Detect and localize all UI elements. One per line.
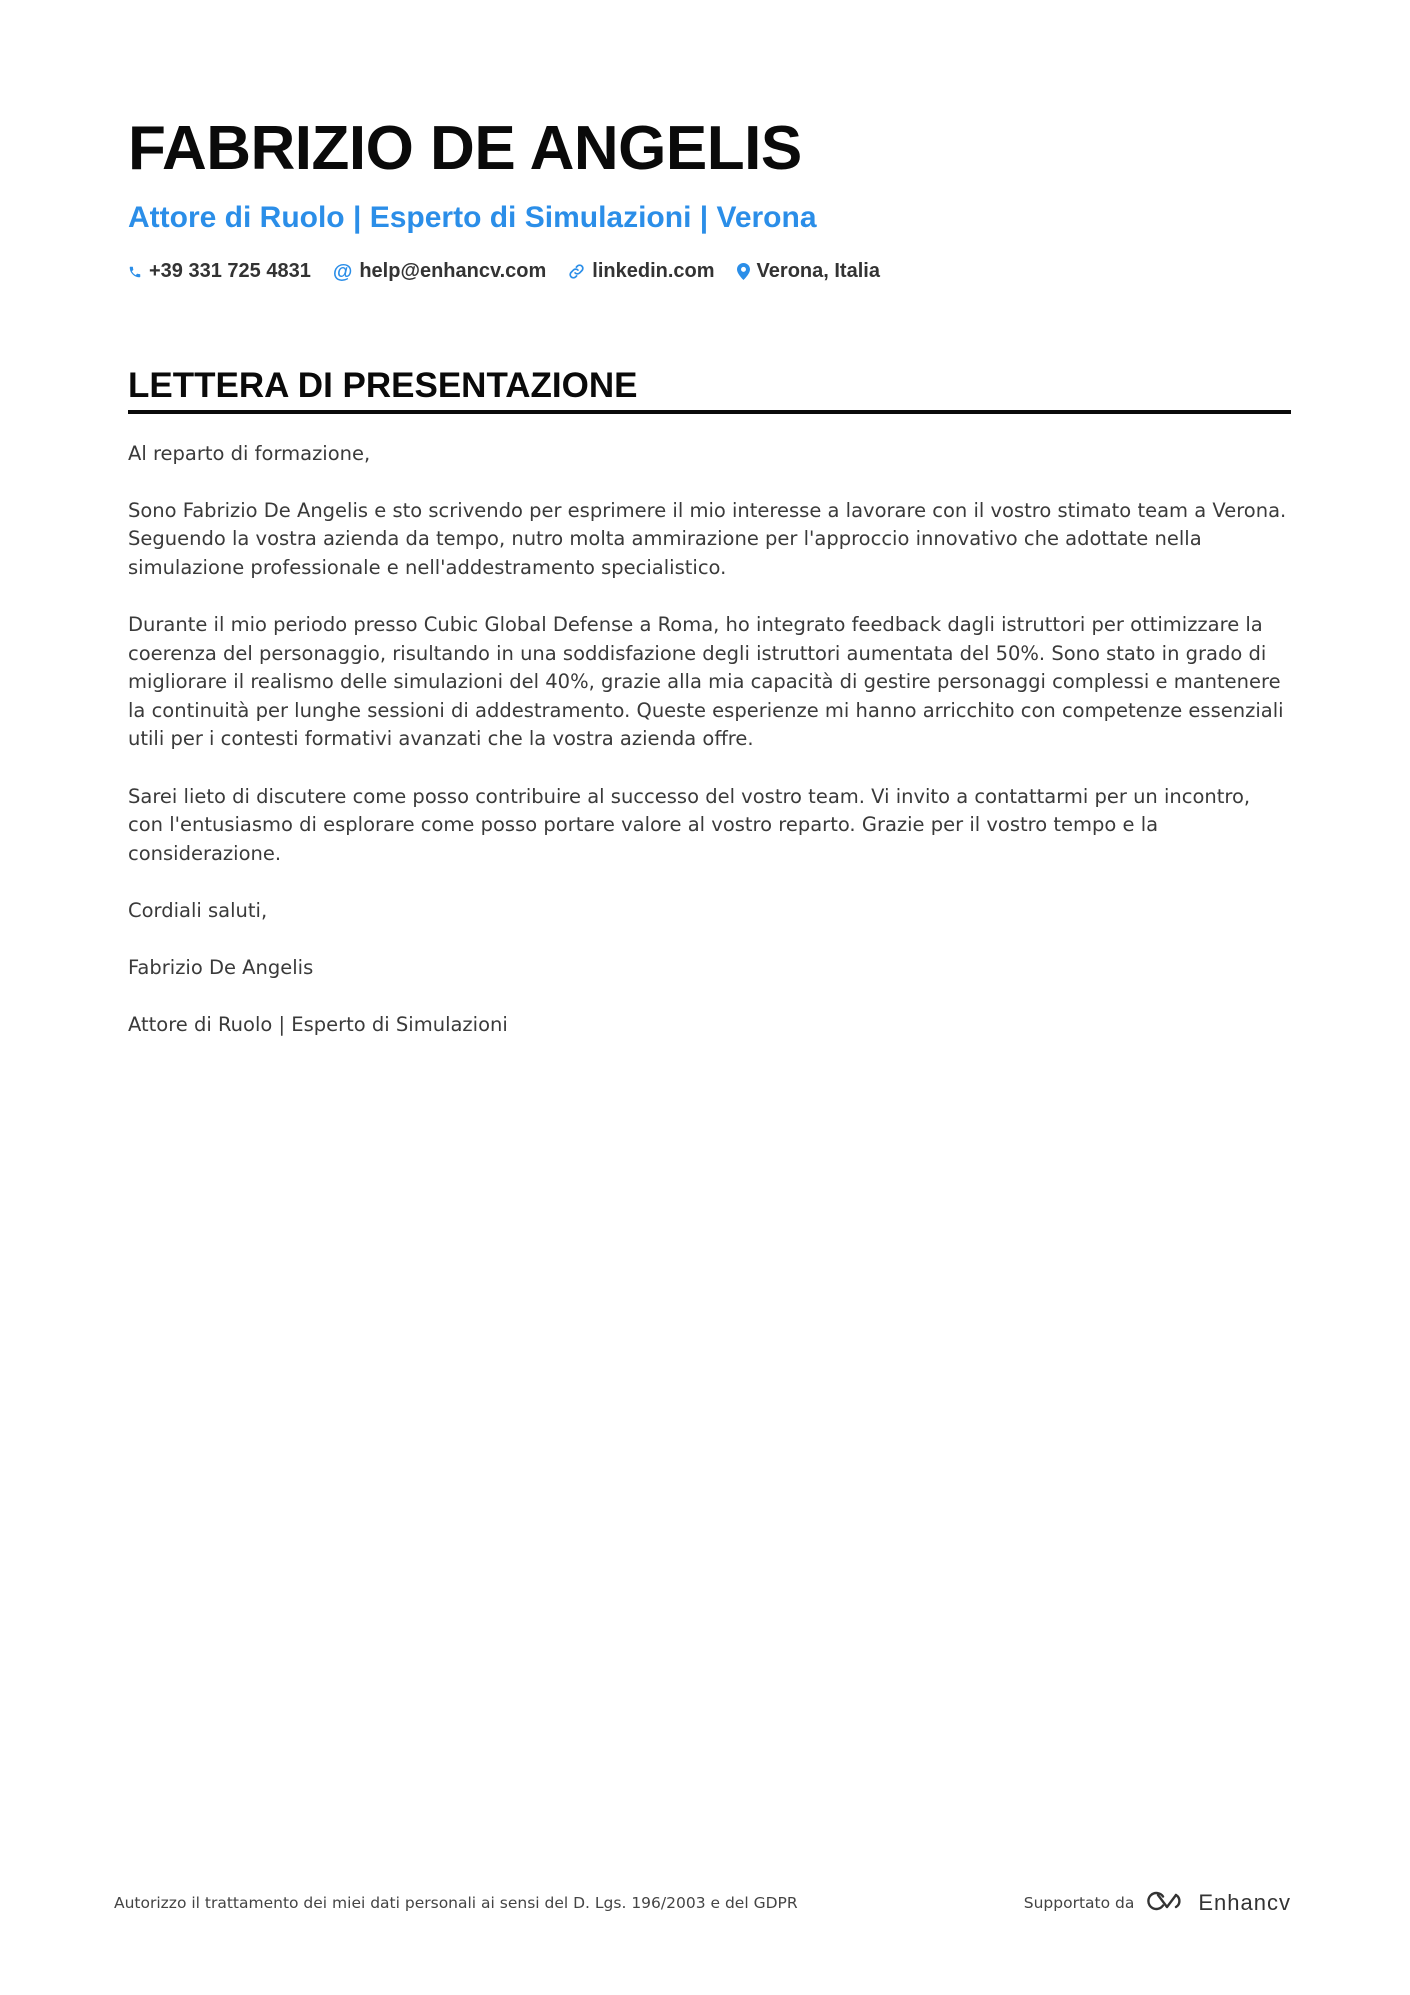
contact-email[interactable] — [333, 260, 546, 283]
letter-body — [128, 440, 1291, 1040]
phone-icon — [128, 265, 142, 279]
contact-location — [737, 260, 880, 283]
letter-greeting: Al reparto di formazione, — [128, 441, 371, 465]
cover-letter-page — [128, 100, 1291, 1069]
powered-by[interactable] — [1024, 1890, 1291, 1916]
candidate-name: FABRIZIO DE ANGELIS — [128, 114, 802, 183]
email-value[interactable]: help@enhancv.com — [359, 260, 547, 282]
letter-paragraph-2: Durante il mio periodo presso Cubic Global Defense a Roma, ho integrato feedback dagli istruttori per ottimizzare la coerenza del personaggio, risultando in una soddisfazione degli istruttori aumentata del 50%. Sono stato in grado di migliorare il realismo delle simulazioni del 40%, grazie alla mia capacità di gestire personaggi complessi e mantenere la continuità per lunghe sessioni di addestramento. Queste esperienze mi hanno arricchito con competenze essenziali utili per i contesti formativi avanzati che la vostra azienda offre. — [128, 613, 1284, 751]
link-value[interactable]: linkedin.com — [592, 260, 715, 282]
section-title: LETTERA DI PRESENTAZIONE — [128, 367, 1291, 414]
enhancv-brand[interactable] — [1144, 1890, 1291, 1916]
contact-link[interactable] — [568, 260, 714, 283]
contact-phone — [128, 260, 311, 283]
page-footer — [114, 1890, 1291, 1916]
letter-paragraph-3: Sarei lieto di discutere come posso contribuire al successo del vostro team. Vi invito a contattarmi per un incontro, con l'entusiasmo di esplorare come posso portare valore al vostro reparto. Grazie per il vostro tempo e la considerazione. — [128, 784, 1251, 865]
letter-closing: Cordiali saluti, — [128, 899, 268, 922]
phone-value: +39 331 725 4831 — [149, 260, 311, 282]
privacy-consent: Autorizzo il trattamento dei miei dati personali ai sensi del D. Lgs. 196/2003 e del GDPR — [114, 1894, 798, 1912]
contact-bar — [128, 260, 1291, 283]
powered-by-label: Supportato da — [1023, 1894, 1135, 1912]
location-value: Verona, Italia — [756, 260, 880, 282]
map-pin-icon — [737, 263, 750, 280]
link-icon — [568, 263, 585, 280]
brand-name: Enhancv — [1198, 1890, 1291, 1915]
candidate-headline: Attore di Ruolo | Esperto di Simulazioni | Verona — [128, 201, 817, 234]
letter-paragraph-1: Sono Fabrizio De Angelis e sto scrivendo per esprimere il mio interesse a lavorare con il vostro stimato team a Verona. Seguendo la vostra azienda da tempo, nutro molta ammirazione per l'approccio innovativo che adottate nella simulazione professionale e nell'addestramento specialistico. — [128, 498, 1287, 579]
enhancv-logo-icon — [1144, 1890, 1190, 1916]
signature-title: Attore di Ruolo | Esperto di Simulazioni — [128, 1013, 508, 1037]
at-sign-icon: @ — [332, 260, 353, 283]
signature-name: Fabrizio De Angelis — [128, 956, 314, 980]
